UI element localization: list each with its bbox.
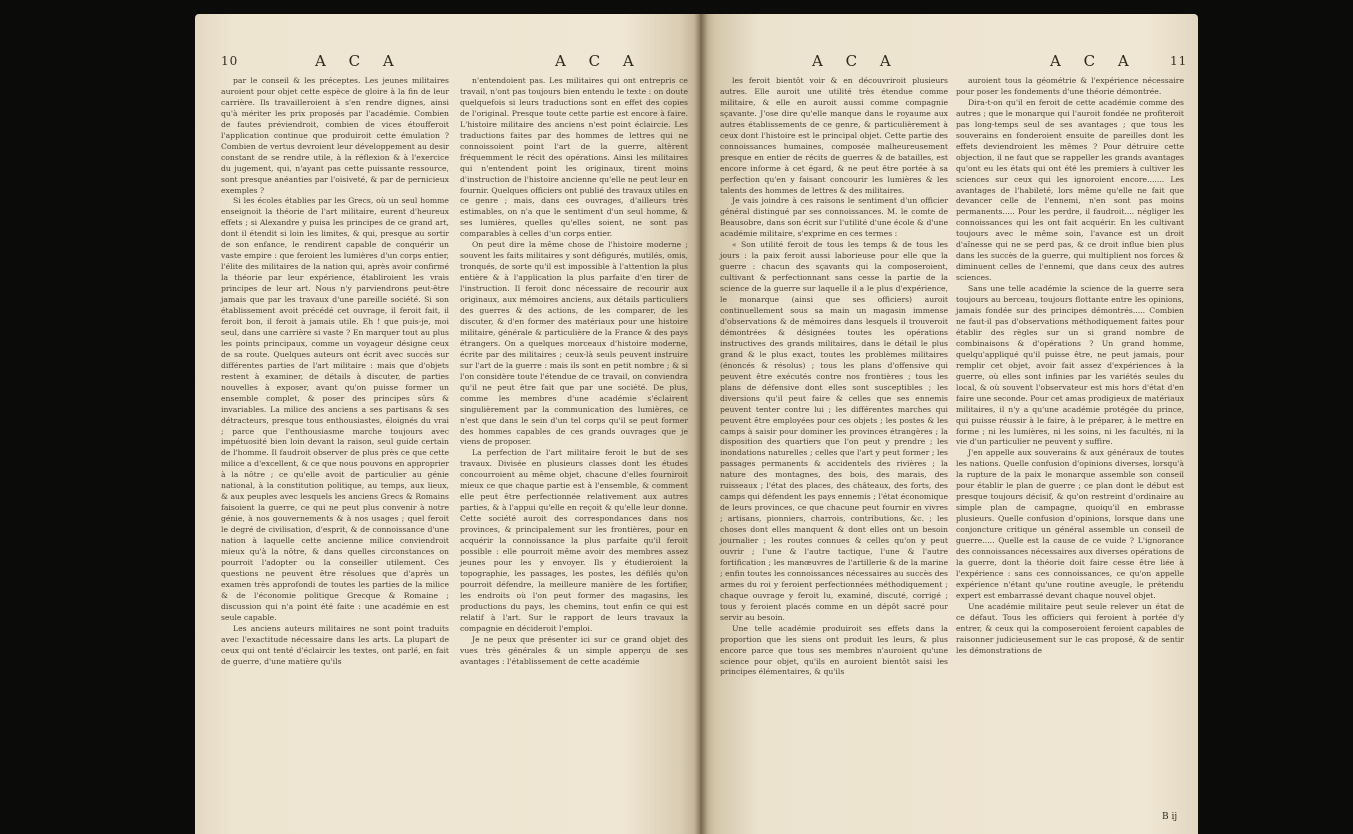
paragraph: « Son utilité feroit de tous les temps & de tous les jours : la paix feroit aussi laborieuse pour elle que la guerre : chacun des sçavants qui la composeroient, cultivant & perfectionnant sans cesse la partie de la science de la guerre sur laquelle il a le plus d'expérience, le monarque (ainsi que ses officiers) auroit continuellement sous sa main un magasin immense d'observations & de mémoires dans lesquels il trouveroit démontrées & désignées toutes les opérations instructives des grands militaires, dans le détail le plus grand & le plus exact, toutes les problèmes militaires (énoncés & résolus) ; tous les plans d'offensive qui peuvent être exécutés contre nos frontières ; tous les plans de défensive dont elles sont susceptibles ; les diversions qu'il peut faire & celles que ses ennemis peuvent tenter contre lui ; les différentes marches qui peuvent être employées pour ces objets ; les postes & les camps à saisir pour dominer les provinces étrangères ; la disposition des quartiers que l'on peut y prendre ; les inondations naturelles ; celles que l'art y peut former ; les passages permanents & accidentels des rivières ; la nature des montagnes, des bois, des marais, des ruisseaux ; l'état des places, des châteaux, des forts, des camps qui défendent les pays ennemis ; l'état économique de leurs provinces, ce que chacune peut fournir en vivres ; artisans, pionniers, charrois, contributions, &c. ; les choses dont elles manquent & dont elles ont un besoin journalier ; les routes connues & celles qu'on y peut ouvrir ; l'une & l'autre tactique, l'une & l'autre fortification ; les manœuvres de l'artillerie & de la marine ; enfin toutes les connoissances nécessaires au succès des armes du roi y feroient perfectionnées méthodiquement ; chaque ouvrage y feroit lu, examiné, discuté, corrigé ; tous y feroient placés comme en un dépôt sacré pour servir au besoin. — [720, 240, 948, 622]
paragraph: les feroit bientôt voir & en découvriroit plusieurs autres. Elle auroit une utilité très étendue comme militaire, & elle en auroit aussi comme compagnie sçavante. J'ose dire qu'elle manque dans le royaume aux autres établissements de ce genre, & particulièrement à ceux dont l'histoire est le principal objet. Cette partie des connoissances humaines, composée malheureusement presque en entier de récits de guerres & de batailles, est encore informe à cet égard, & ne peut être portée à sa perfection qu'en y faisant concourir les lumières & les talents des hommes de lettres & des militaires. — [720, 76, 948, 195]
paragraph: Je ne peux que présenter ici sur ce grand objet des vues très générales & un simple apperçu de ses avantages : l'établissement de cette académie — [460, 634, 688, 666]
signature-mark: B ij — [1162, 812, 1178, 822]
paragraph: J'en appelle aux souverains & aux généraux de toutes les nations. Quelle confusion d'opinions diverses, lorsqu'à la rupture de la paix le monarque assemble son conseil pour établir le plan de guerre ; ce plan dont le début est presque toujours décisif, & qu'on restreint d'ordinaire au simple plan de campagne, quoiqu'il en embrasse plusieurs. Quelle confusion d'opinions, lorsque dans une conjoncture critique un général assemble un conseil de guerre..... Quelle est la cause de ce vuide ? L'ignorance des connoissances nécessaires aux diverses opérations de la guerre, dont la théorie doit faire cesse être liée à l'expérience : sans ces connoissances, ce qu'on appelle expérience n'étant qu'une routine aveugle, le prétendu expert est embarrassé devant chaque nouvel objet. — [956, 448, 1184, 600]
page-number-left: 10 — [221, 54, 239, 68]
paragraph: Je vais joindre à ces raisons le sentiment d'un officier général distingué par ses connoissances. M. le comte de Beausobre, dans son écrit sur l'utilité d'une école & d'une académie militaire, s'exprime en ces termes : — [720, 196, 948, 239]
paragraph: Sans une telle académie la science de la guerre sera toujours au berceau, toujours flottante entre les opinions, jamais fondée sur des principes démontrés..... Combien ne faut-il pas d'observations méthodiquement faites pour établir des règles sur un si grand nombre de combinaisons & d'opérations ? Un grand homme, quelqu'appliqué qu'il puisse être, ne peut jamais, pour remplir cet objet, avoir fait assez d'expériences à la guerre, où elles sont infinies par les variétés seules du local, & où souvent l'observateur est mis hors d'état d'en faire une seconde. Pour cet amas prodigieux de matériaux militaires, il n'y a qu'une académie protégée du prince, qui puisse réussir à le faire, à le préparer, à le mettre en forme ; ni les lumières, ni les soins, ni les facultés, ni la vie d'un particulier ne peuvent y suffire. — [956, 284, 1184, 447]
running-head-right-col2: A C A — [1050, 52, 1138, 70]
paragraph: auroient tous la géométrie & l'expérience nécessaire pour poser les fondements d'une théorie démontrée. — [956, 76, 1184, 96]
paragraph: Une telle académie produiroit ses effets dans la proportion que les siens ont produit les leurs, & plus encore parce que tous ses membres n'auroient qu'une science pour objet, qu'ils en auroient bientôt saisi les principes élémentaires, & qu'ils — [720, 623, 948, 677]
paragraph: Si les écoles établies par les Grecs, où un seul homme enseignoit la théorie de l'art militaire, eurent d'heureux effets ; si Alexandre y puisa les principes de ce grand art, dont il étendit si loin les limites, & qui, presque au sortir de son enfance, le rendirent capable de conquérir un vaste empire : que feroient les lumières d'un corps entier, l'élite des militaires de la nation qui, après avoir confirmé la théorie par leur expérience, établiroient les vrais principes de leur art. Nous n'y parviendrons peut-être jamais que par les travaux d'une pareille société. Si son établissement avoit précédé cet ouvrage, il feroit fait, il feroit bon, il feroit à jamais utile. Eh ! que puis-je, moi seul, dans une carrière si vaste ? En marquer tout au plus les points principaux, comme un voyageur désigne ceux de sa route. Quelques auteurs ont écrit avec succès sur différentes parties de l'art militaire : mais que d'objets restent à examiner, de détails à discuter, de parties nouvelles à exposer, avant qu'on puisse former un ensemble complet, & poser des principes sûrs & invariables. La milice des anciens a ses partisans & ses détracteurs, presque tous enthousiastes, éloignés du vrai ; parce que l'enthousiasme marche toujours avec impétuosité bien loin devant la raison, seul guide certain de l'homme. Il faudroit observer de plus près ce que cette milice a d'excellent, & ce que nous pouvons en approprier à la nôtre ; ce qu'elle avoit de particulier au génie national, à la constitution politique, au temps, aux lieux, & aux peuples avec lesquels les anciens Grecs & Romains faisoient la guerre, ce qui ne peut plus convenir à notre génie, à nos gouvernements & à nos usages ; quel feroit le degré de civilisation, d'esprit, & de connoissance d'une nation à laquelle cette ancienne milice conviendroit mieux qu'à la nôtre, & dans quelles circonstances on pourroit l'adopter ou la conseiller utilement. Ces questions ne peuvent être résolues que d'après un examen très approfondi de toutes les parties de la milice & de l'économie politique Grecque & Romaine ; discussion qui n'a point été faite : une académie en est seule capable. — [221, 196, 449, 622]
right-page-column-1 — [720, 76, 948, 678]
running-head-left-col2: A C A — [555, 52, 643, 70]
book-gutter — [694, 14, 708, 834]
paragraph: La perfection de l'art militaire feroit le but de ses travaux. Divisée en plusieurs classes dont les études concourroient au même objet, chacune d'elles fourniroit mieux ce que chaque partie est à l'ensemble, & comment elle peut être perfectionnée relativement aux autres parties, & à l'appui qu'elle en reçoit & qu'elle leur donne. Cette société auroit des correspondances dans nos provinces, & principalement sur les frontières, pour en acquérir la connoissance la plus parfaite qu'il feroit possible : elle pourroit même avoir des membres assez jeunes pour les y envoyer. Ils y étudieroient la topographie, les passages, les postes, les défilés qu'on pourroit défendre, la meilleure manière de les fortifier, les endroits où l'on peut former des magasins, les productions du pays, les chemins, tout enfin ce qui est relatif à l'art. Sur le rapport de leurs travaux la compagnie en décideroit l'emploi. — [460, 448, 688, 633]
left-page — [195, 14, 700, 834]
paragraph: Dira-t-on qu'il en feroit de cette académie comme des autres ; que le monarque qui l'auroit fondée ne profiteroit pas long-temps seul de ses avantages ; que tous les souverains en fonderoient ensuite de pareilles dont les effets deviendroient les mêmes ? Pour détruire cette objection, il ne faut que se rappeller les grands avantages qu'ont eu les états qui ont été les premiers à cultiver les sciences sur ceux qui les ignoroient encore....... Les avantages de l'habileté, lors même qu'elle ne fait que devancer celle de l'ennemi, n'en sont pas moins permanents..... Pour les perdre, il faudroit.... négliger les connoissances qui les ont fait acquérir. En les cultivant toujours avec le même soin, l'avance est un droit d'aînesse qui ne se perd pas, & ce droit influe bien plus dans les succès de la guerre, qui multiplient nos forces & diminuent celles de l'ennemi, que dans ceux des autres sciences. — [956, 97, 1184, 283]
paragraph: Les anciens auteurs militaires ne sont point traduits avec l'exactitude nécessaire dans les arts. La plupart de ceux qui ont tenté d'éclaircir les textes, ont parlé, en fait de guerre, d'une matière qu'ils — [221, 623, 449, 666]
right-page-column-2 — [956, 76, 1184, 657]
running-head-left-col1: A C A — [315, 52, 403, 70]
running-head-right-col1: A C A — [812, 52, 900, 70]
left-page-column-2 — [460, 76, 688, 667]
paragraph: Une académie militaire peut seule relever un état de ce défaut. Tous les officiers qui feroient à portée d'y entrer, & ceux qui la composeroient feroient capables de raisonner judicieusement sur le cas proposé, & de sentir les démonstrations de — [956, 601, 1184, 655]
paragraph: On peut dire la même chose de l'histoire moderne ; souvent les faits militaires y sont défigurés, mutilés, omis, tronqués, de sorte qu'il est impossible à l'attention la plus entière & à l'application la plus parfaite d'en tirer de l'instruction. Il feroit donc nécessaire de recourir aux originaux, aux mémoires anciens, aux détails particuliers des guerres & des actions, de les comparer, de les discuter, & d'en former des matériaux pour une histoire militaire, générale & particulière de la France & des pays étrangers. On a quelques morceaux d'histoire moderne, écrite par des militaires ; ceux-là seuls peuvent instruire sur l'art de la guerre : mais ils sont en petit nombre ; & si l'on considère toute l'étendue de ce travail, on conviendra qu'il ne peut être fait que par une société. De plus, comme les membres d'une académie s'éclairent singulièrement par la communication des lumières, ce n'est que dans le sein d'un tel corps qu'il se peut former des hommes capables de ces grands ouvrages que je viens de proposer. — [460, 240, 688, 447]
page-number-right: 11 — [1170, 54, 1188, 68]
paragraph: n'entendoient pas. Les militaires qui ont entrepris ce travail, n'ont pas toujours bien entendu le texte : on doute quelquefois si leurs traductions sont en effet des copies de l'original. Presque toute cette partie est encore à faire. L'histoire militaire des anciens n'est point éclaircie. Les traductions faites par des hommes de lettres qui ne connoissoient point l'art de la guerre, altèrent fréquemment le récit des opérations. Ainsi les militaires qui n'entendent point les originaux, tirent moins d'instruction de l'histoire ancienne qu'elle ne peut leur en fournir. Quelques officiers ont publié des travaux utiles en ce genre ; mais, dans ces ouvrages, d'ailleurs très estimables, on n'a que le sentiment d'un seul homme, & ses lumières, quelles qu'elles soient, ne sont pas comparables à celles d'un corps entier. — [460, 76, 688, 239]
right-page — [700, 14, 1198, 834]
paragraph: par le conseil & les préceptes. Les jeunes militaires auroient pour objet cette espèce de gloire à la fin de leur carrière. Ils travailleroient à s'en rendre dignes, ainsi qu'à mériter les prix proposés par l'académie. Combien de fautes préviendroit, combien de vices étoufferoit l'application continue que produiroit cette émulation ? Combien de vertus devroient leur développement au desir constant de se rendre utile, à la réflexion & à l'exercice du jugement, qui, n'ayant pas cette puissante ressource, sont presque anéanties par l'oisiveté, & par de pernicieux exemples ? — [221, 76, 449, 195]
left-page-column-1 — [221, 76, 449, 667]
